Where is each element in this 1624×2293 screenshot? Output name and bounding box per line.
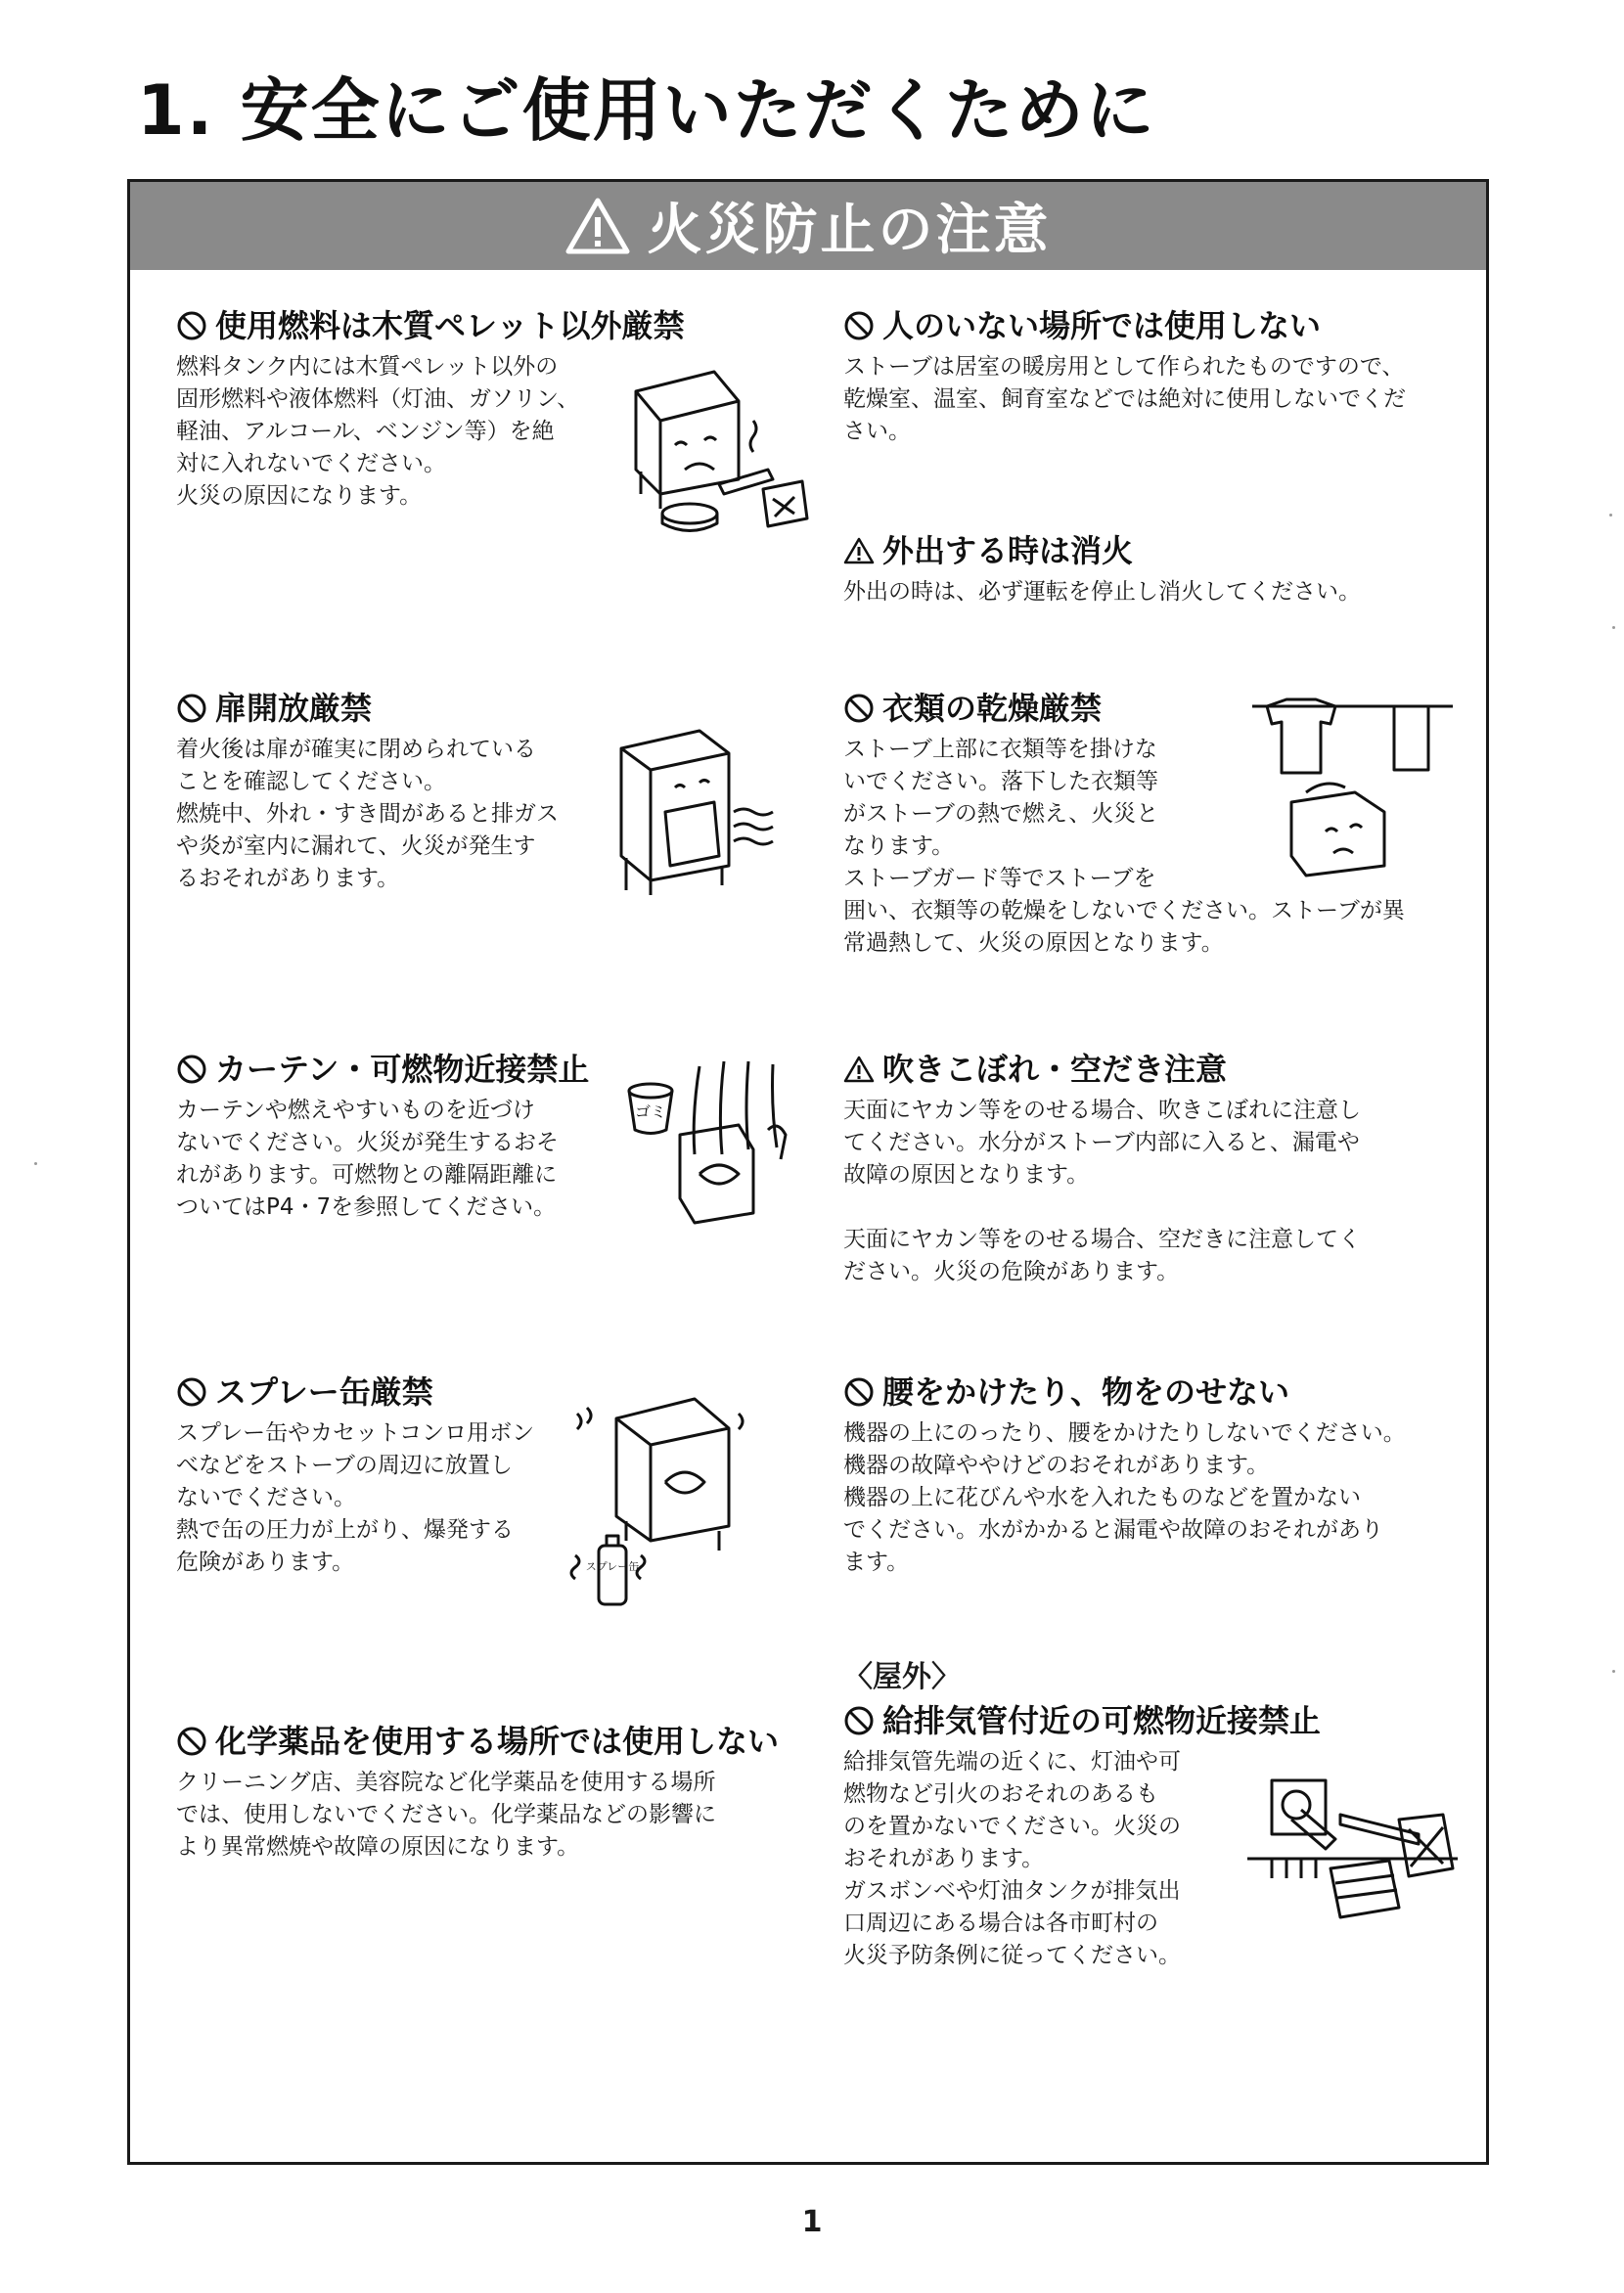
section-title: スプレー缶厳禁 — [215, 1373, 433, 1411]
text-line: ないでください。 — [176, 1485, 356, 1510]
text-line: 燃物など引火のおそれのあるも — [843, 1781, 1158, 1807]
text-line: 火災の原因になります。 — [176, 483, 423, 509]
section-unattended-place — [843, 306, 1469, 448]
text-line: さい。 — [843, 419, 911, 444]
section-extinguish-when-out — [843, 531, 1469, 608]
stove-with-fuel-cans-illustration — [616, 362, 812, 533]
text-line: 外出の時は、必ず運転を停止し消火してください。 — [843, 579, 1361, 605]
banner — [130, 182, 1486, 270]
text-line: ついてはP4・7を参照してください。 — [176, 1194, 557, 1220]
prohibition-icon — [176, 1726, 207, 1757]
text-line: 機器の上に花びんや水を入れたものなどを置かない — [843, 1485, 1361, 1510]
text-line: ださい。火災の危険があります。 — [843, 1259, 1180, 1284]
text-line: 口周辺にある場合は各市町村の — [843, 1911, 1158, 1936]
page-title: 1. 安全にご使用いただくために — [137, 70, 1156, 151]
section-title: 腰をかけたり、物をのせない — [882, 1373, 1290, 1411]
section-boil-over — [843, 1050, 1469, 1288]
prohibition-icon — [176, 1376, 207, 1408]
text-line: るおそれがあります。 — [176, 866, 400, 891]
text-line: ことを確認してください。 — [176, 769, 446, 794]
text-line: ガスボンベや灯油タンクが排気出 — [843, 1878, 1181, 1904]
text-line: 対に入れないでください。 — [176, 451, 446, 476]
text-line: 着火後は扉が確実に閉められている — [176, 737, 536, 762]
warning-icon — [843, 536, 875, 565]
section-title: カーテン・可燃物近接禁止 — [215, 1051, 590, 1088]
section-title: 給排気管付近の可燃物近接禁止 — [882, 1702, 1322, 1739]
section-title: 化学薬品を使用する場所では使用しない — [215, 1723, 780, 1760]
text-line: がストーブの熱で燃え、火災と — [843, 801, 1159, 827]
text-line — [843, 1191, 1469, 1224]
text-line: 天面にヤカン等をのせる場合、吹きこぼれに注意し — [843, 1098, 1361, 1123]
text-line: 故障の原因となります。 — [843, 1162, 1090, 1188]
section-title: 人のいない場所では使用しない — [882, 307, 1322, 344]
warning-icon — [843, 1055, 875, 1084]
text-line: クリーニング店、美容院など化学薬品を使用する場所 — [176, 1770, 716, 1795]
prohibition-icon — [176, 1054, 207, 1085]
section-title: 扉開放厳禁 — [215, 690, 373, 727]
section-title: 衣類の乾燥厳禁 — [882, 690, 1103, 727]
text-line: ないでください。火災が発生するおそ — [176, 1130, 559, 1155]
text-line: 機器の上にのったり、腰をかけたりしないでください。 — [843, 1420, 1406, 1446]
text-line: 天面にヤカン等をのせる場合、空だきに注意してく — [843, 1227, 1361, 1252]
prohibition-icon — [843, 1376, 875, 1408]
section-title: 使用燃料は木質ペレット以外厳禁 — [215, 307, 685, 344]
text-line: でください。水がかかると漏電や故障のおそれがあり — [843, 1517, 1383, 1543]
text-line: のを置かないでください。火災の — [843, 1814, 1181, 1839]
stove-curtain-illustration — [621, 1057, 802, 1228]
stove-open-door-illustration — [607, 719, 783, 900]
text-line: ストーブは居室の暖房用として作られたものですので、 — [843, 354, 1405, 380]
text-line: 囲い、衣類等の乾燥をしないでください。ストーブが異 — [843, 898, 1405, 923]
text-line: 給排気管先端の近くに、灯油や可 — [843, 1749, 1181, 1775]
text-line: てください。水分がストーブ内部に入ると、漏電や — [843, 1130, 1360, 1155]
text-line: では、使用しないでください。化学薬品などの影響に — [176, 1802, 716, 1827]
prohibition-icon — [843, 310, 875, 341]
clothes-drying-stove-illustration — [1247, 685, 1458, 880]
scan-speck — [34, 1162, 37, 1165]
scan-speck — [1612, 1670, 1615, 1673]
section-no-sitting — [843, 1372, 1469, 1579]
prohibition-icon — [176, 310, 207, 341]
section-chemical-place — [176, 1722, 802, 1864]
section-title: 吹きこぼれ・空だき注意 — [882, 1051, 1228, 1088]
text-line: べなどをストーブの周辺に放置し — [176, 1453, 513, 1478]
text-line: 燃焼中、外れ・すき間があると排ガス — [176, 801, 559, 827]
text-line: 燃料タンク内には木質ペレット以外の — [176, 354, 559, 380]
scan-speck — [1612, 626, 1615, 629]
text-line: カーテンや燃えやすいものを近づけ — [176, 1098, 535, 1123]
text-line: 軽油、アルコール、ベンジン等）を絶 — [176, 419, 555, 444]
scan-speck — [1609, 514, 1612, 517]
page-number: 1 — [801, 2205, 823, 2239]
text-line: 火災予防条例に従ってください。 — [843, 1943, 1181, 1968]
section-title: 外出する時は消火 — [882, 532, 1134, 569]
text-line: いでください。落下した衣類等 — [843, 769, 1158, 794]
warning-icon — [565, 198, 630, 254]
text-line: おそれがあります。 — [843, 1846, 1045, 1871]
text-line: 機器の故障ややけどのおそれがあります。 — [843, 1453, 1270, 1478]
text-line: 危険があります。 — [176, 1550, 355, 1575]
text-line: より異常燃焼や故障の原因になります。 — [176, 1834, 580, 1860]
spray-label: スプレー缶 — [585, 1560, 640, 1573]
text-line: 固形燃料や液体燃料（灯油、ガソリン、 — [176, 386, 580, 412]
text-line: 熱で缶の圧力が上がり、爆発する — [176, 1517, 514, 1543]
outdoor-subheading: 〈屋外〉 — [843, 1660, 961, 1694]
text-line: ます。 — [843, 1550, 910, 1575]
text-line: ストーブガード等でストーブを — [843, 866, 1156, 891]
text-line: ストーブ上部に衣類等を掛けな — [843, 737, 1157, 762]
prohibition-icon — [843, 693, 875, 724]
text-line: 乾燥室、温室、飼育室などでは絶対に使用しないでくだ — [843, 386, 1406, 412]
text-line: や炎が室内に漏れて、火災が発生す — [176, 833, 536, 859]
text-line: 常過熱して、火災の原因となります。 — [843, 930, 1224, 956]
stove-spray-can-illustration — [558, 1384, 778, 1609]
exhaust-pipe-illustration — [1242, 1761, 1463, 1932]
banner-title: 火災防止の注意 — [647, 199, 1052, 262]
text-line: スプレー缶やカセットコンロ用ボン — [176, 1420, 535, 1446]
prohibition-icon — [843, 1705, 875, 1736]
prohibition-icon — [176, 693, 207, 724]
garbage-label: ゴミ — [634, 1102, 667, 1121]
text-line: れがあります。可燃物との離隔距離に — [176, 1162, 558, 1188]
text-line: なります。 — [843, 833, 955, 859]
